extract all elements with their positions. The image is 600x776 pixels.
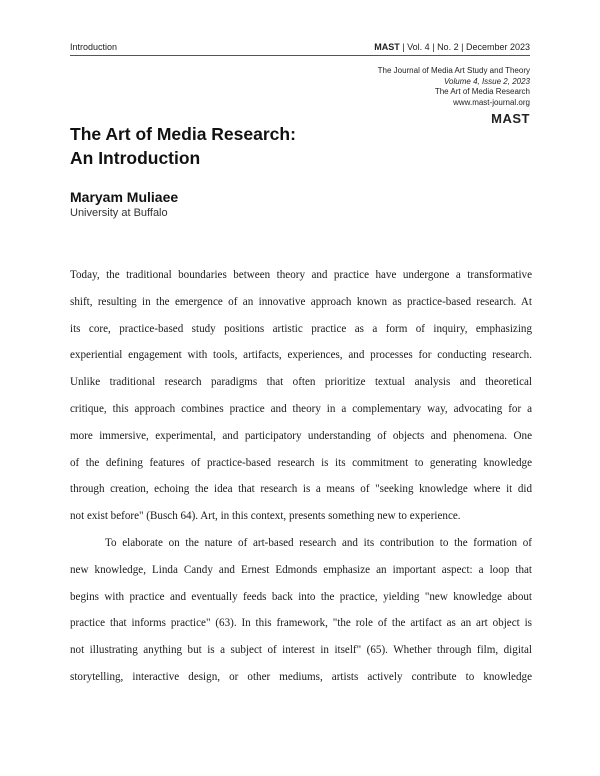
header-journal-name: MAST [374,42,400,52]
text-line: storytelling, interactive design, or other mediums, artists actively contribute to knowledge [70,670,532,683]
author-affiliation: University at Buffalo [70,207,168,219]
text-line: practice that informs practice" (63). In this framework, "the role of the artifact as an art object is [70,617,532,630]
running-header-journal [374,42,530,52]
running-header-section: Introduction [70,42,118,52]
header-date: December 2023 [465,42,530,52]
header-separator: | [402,42,405,52]
text-line: experiential engagement with tools, artifacts, experiences, and processes for conducting research. [70,349,532,362]
text-line: through creation, echoing the idea that research is a means of "seeking knowledge where it did [70,483,532,496]
header-separator: | [461,42,464,52]
journal-meta-block [378,66,530,127]
article-title [70,122,296,170]
text-line: new knowledge, Linda Candy and Ernest Edmonds emphasize an important aspect: a loop that [70,563,532,576]
text-line: critique, this approach combines practice and theory in a complementary way, advocating for a [70,402,532,415]
text-line: not exist before" (Busch 64). Art, in this context, presents something new to experience. [70,510,461,523]
header-number: No. 2 [437,42,459,52]
paragraph-1 [70,262,532,530]
article-title-line-2: An Introduction [70,148,201,168]
text-line: its core, practice-based study positions artistic practice as a form of inquiry, emphasizing [70,322,532,335]
text-line: of the defining features of practice-based research is its commitment to generating knowledge [70,456,532,469]
article-title-line-1: The Art of Media Research: [70,124,296,144]
text-line: not illustrating anything but is a subject of interest in itself" (65). Whether through film, digital [70,644,532,657]
volume-issue: Volume 4, Issue 2, 2023 [444,76,530,86]
text-line: To elaborate on the nature of art-based research and its contribution to the formation of [105,536,532,549]
paragraph-2 [70,530,532,691]
header-volume: Vol. 4 [407,42,430,52]
journal-logo-text: MAST [491,111,530,126]
issue-title: The Art of Media Research [434,87,530,96]
article-body [70,262,532,691]
text-line: Today, the traditional boundaries between theory and practice have undergone a transformative [70,269,532,281]
header-divider [70,55,530,56]
text-line: more immersive, experimental, and participatory understanding of objects and phenomena. One [70,429,532,442]
text-line: shift, resulting in the emergence of an innovative approach known as practice-based research. At [70,295,532,308]
text-line: begins with practice and eventually feeds back into the practice, yielding "new knowledge about [70,590,532,603]
text-line: Unlike traditional research paradigms that often prioritize textual analysis and theoretical [70,376,532,389]
journal-full-name: The Journal of Media Art Study and Theory [377,66,530,75]
journal-website[interactable]: www.mast-journal.org [453,97,530,107]
header-separator: | [432,42,435,52]
author-name: Maryam Muliaee [70,189,179,205]
